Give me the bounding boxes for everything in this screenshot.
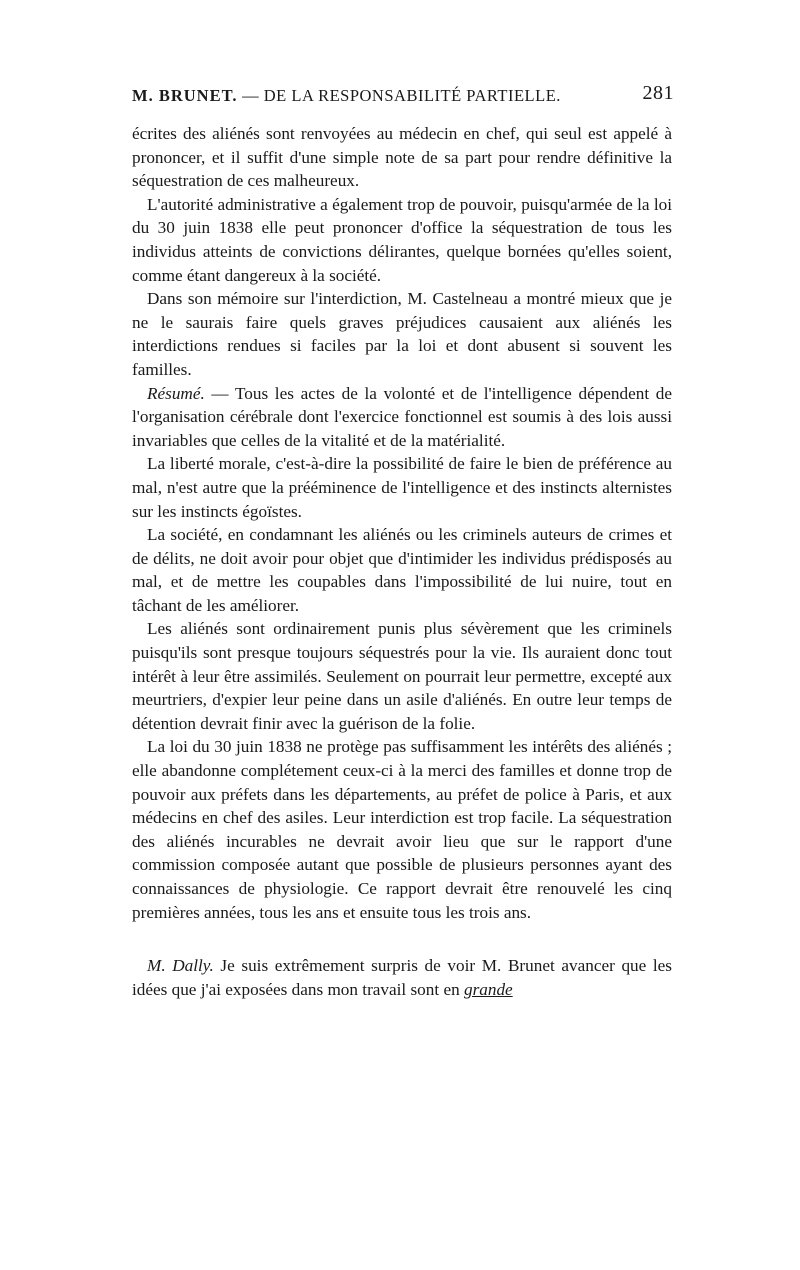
paragraph-5-text: La liberté morale, c'est-à-dire la possibilité de faire le bien de préférence au mal, n'est autre que la prééminence de l'intelligence et des instincts alternistes sur les instincts égoïstes.: [132, 454, 672, 521]
running-header: [132, 82, 674, 122]
page-number: 281: [642, 82, 674, 104]
paragraph-dally-text: Je suis extrêmement surpris de voir M. Brunet avancer que les idées que j'ai exposées dans mon travail sont en: [132, 956, 672, 999]
header-dash: —: [237, 86, 264, 105]
header-author: M. BRUNET.: [132, 86, 238, 105]
header-title: DE LA RESPONSABILITÉ PARTIELLE.: [263, 86, 561, 105]
paragraph-2: [132, 193, 672, 287]
paragraph-3-text: Dans son mémoire sur l'interdiction, M. Castelneau a montré mieux que je ne le saurais faire quels graves préjudices causaient aux aliénés les interdictions rendues si faciles par la loi et dont abusent si souvent les familles.: [132, 289, 672, 379]
paragraph-dally-tail: grande: [463, 979, 513, 999]
paragraph-7: [132, 617, 672, 735]
book-page: [132, 82, 674, 1001]
paragraph-2-text: L'autorité administrative a également trop de pouvoir, puisqu'armée de la loi du 30 juin 1838 elle peut prononcer d'office la séquestration de tous les individus atteints de convictions délirantes, quelque bornées qu'elles soient, comme étant dangereux à la société.: [132, 194, 672, 285]
paragraph-1-text: écrites des aliénés sont renvoyées au médecin en chef, qui seul est appelé à prononcer, et il suffit d'une simple note de sa part pour rendre définitive la séquestration de ces malheureux.: [132, 124, 672, 191]
speaker-name: M. Dally.: [147, 956, 214, 976]
paragraph-8: [132, 735, 672, 924]
paragraph-resume: [132, 382, 672, 453]
paragraph-3: [132, 287, 672, 381]
body-text: [132, 122, 672, 1001]
paragraph-resume-text: — Tous les actes de la volonté et de l'intelligence dépendent de l'organisation cérébrale dont l'exercice fonctionnel est soumis à des lois aussi invariables que celles de la vitalité et de la matérialité.: [132, 383, 672, 450]
resume-heading: Résumé.: [147, 383, 205, 403]
paragraph-5: [132, 452, 672, 523]
paragraph-1: [132, 122, 672, 193]
paragraph-6: [132, 523, 672, 617]
paragraph-6-text: La société, en condamnant les aliénés ou les criminels auteurs de crimes et de délits, ne doit avoir pour objet que d'intimider les individus prédisposés au mal, et de mettre les coupables dans l'impossibilité de lui nuire, tout en tâchant de les améliorer.: [132, 525, 672, 615]
paragraph-8-text: La loi du 30 juin 1838 ne protège pas suffisamment les intérêts des aliénés ; elle abandonne complétement ceux-ci à la merci des familles et donne trop de pouvoir aux préfets dans les départements, au préfet de police à Paris, et aux médecins en chef des asiles. Leur interdiction est trop facile. La séquestration des aliénés incurables ne devrait avoir lieu que sur le rapport d'une commission composée autant que possible de plusieurs personnes ayant des connaissances de physiologie. Ce rapport devrait être renouvelé les cinq premières années, tous les ans et ensuite tous les trois ans.: [132, 737, 672, 922]
paragraph-dally: [132, 954, 672, 1001]
paragraph-7-text: Les aliénés sont ordinairement punis plus sévèrement que les criminels puisqu'ils sont presque toujours séquestrés pour la vie. Ils auraient donc tout intérêt à leur être assimilés. Seulement on pourrait leur permettre, excepté aux meurtriers, d'expier leur peine dans un asile d'aliénés. En outre leur temps de détention devrait finir avec la guérison de la folie.: [132, 619, 672, 733]
